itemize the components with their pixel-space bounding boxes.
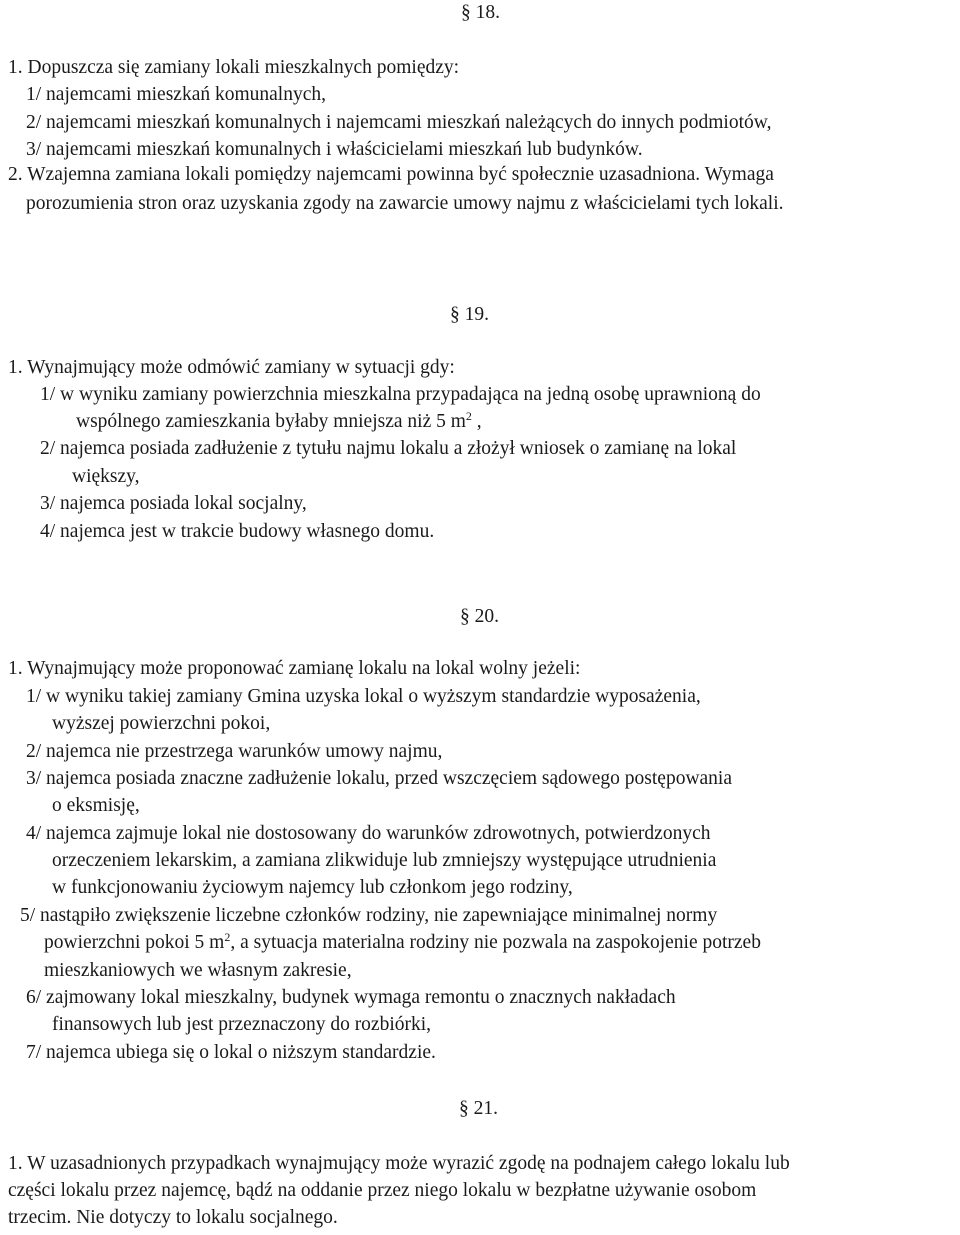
paragraph-line: 1. W uzasadnionych przypadkach wynajmujący może wyrazić zgodę na podnajem całego lokalu lub (8, 1153, 790, 1174)
paragraph-line: 1. Wynajmujący może proponować zamianę lokalu na lokal wolny jeżeli: (8, 658, 581, 679)
list-item: 1/ w wyniku takiej zamiany Gmina uzyska lokal o wyższym standardzie wyposażenia, (26, 686, 701, 707)
superscript: 2 (465, 409, 472, 423)
list-item-continuation (76, 411, 482, 433)
list-item: 2/ najemca posiada zadłużenie z tytułu najmu lokalu a złożył wniosek o zamianę na lokal (40, 438, 737, 459)
paragraph-line: 1. Wynajmujący może odmówić zamiany w sytuacji gdy: (8, 357, 455, 378)
list-item-continuation: o eksmisję, (52, 795, 140, 816)
section-heading-19: § 19. (450, 304, 489, 325)
list-item-continuation: większy, (72, 466, 140, 487)
list-item: 5/ nastąpiło zwiększenie liczebne członków rodziny, nie zapewniające minimalnej normy (20, 905, 718, 926)
section-heading-18: § 18. (461, 2, 500, 23)
list-item-continuation: orzeczeniem lekarskim, a zamiana zlikwiduje lub zmniejszy występujące utrudnienia (52, 850, 717, 871)
list-item: 3/ najemca posiada znaczne zadłużenie lokalu, przed wszczęciem sądowego postępowania (26, 768, 733, 789)
list-item-text: wspólnego zamieszkania byłaby mniejsza niż 5 m (76, 411, 466, 432)
list-item-continuation: mieszkaniowych we własnym zakresie, (44, 960, 352, 981)
section-heading-20: § 20. (460, 606, 499, 627)
list-item-continuation: wyższej powierzchni pokoi, (52, 713, 271, 734)
paragraph-line: 1. Dopuszcza się zamiany lokali mieszkalnych pomiędzy: (8, 57, 460, 78)
list-item-continuation (44, 932, 761, 954)
list-item: 6/ zajmowany lokal mieszkalny, budynek wymaga remontu o znacznych nakładach (26, 987, 676, 1008)
section-heading-21: § 21. (459, 1098, 498, 1119)
list-item-continuation: finansowych lub jest przeznaczony do rozbiórki, (52, 1014, 432, 1035)
list-item: 7/ najemca ubiega się o lokal o niższym standardzie. (26, 1042, 436, 1063)
list-item-text: , a sytuacja materialna rodziny nie pozwala na zaspokojenie potrzeb (230, 932, 761, 953)
paragraph-line: trzecim. Nie dotyczy to lokalu socjalnego. (8, 1207, 338, 1228)
paragraph-line: części lokalu przez najemcę, bądź na oddanie przez niego lokalu w bezpłatne używanie osobom (8, 1180, 757, 1201)
list-item: 3/ najemcami mieszkań komunalnych i właścicielami mieszkań lub budynków. (26, 139, 643, 160)
list-item: 4/ najemca jest w trakcie budowy własnego domu. (40, 521, 435, 542)
paragraph-line: 2. Wzajemna zamiana lokali pomiędzy najemcami powinna być społecznie uzasadniona. Wymaga (8, 164, 774, 185)
paragraph-line: porozumienia stron oraz uzyskania zgody na zawarcie umowy najmu z właścicielami tych lokali. (26, 193, 784, 214)
list-item-text: , (471, 411, 482, 432)
list-item: 1/ w wyniku zamiany powierzchnia mieszkalna przypadająca na jedną osobę uprawnioną do (40, 384, 761, 405)
list-item: 4/ najemca zajmuje lokal nie dostosowany do warunków zdrowotnych, potwierdzonych (26, 823, 711, 844)
list-item-continuation: w funkcjonowaniu życiowym najemcy lub członkom jego rodziny, (52, 877, 573, 898)
list-item: 2/ najemcami mieszkań komunalnych i najemcami mieszkań należących do innych podmiotów, (26, 112, 772, 133)
list-item: 3/ najemca posiada lokal socjalny, (40, 493, 307, 514)
list-item-text: powierzchni pokoi 5 m (44, 932, 225, 953)
list-item: 1/ najemcami mieszkań komunalnych, (26, 84, 326, 105)
list-item: 2/ najemca nie przestrzega warunków umowy najmu, (26, 741, 443, 762)
superscript: 2 (224, 930, 231, 944)
